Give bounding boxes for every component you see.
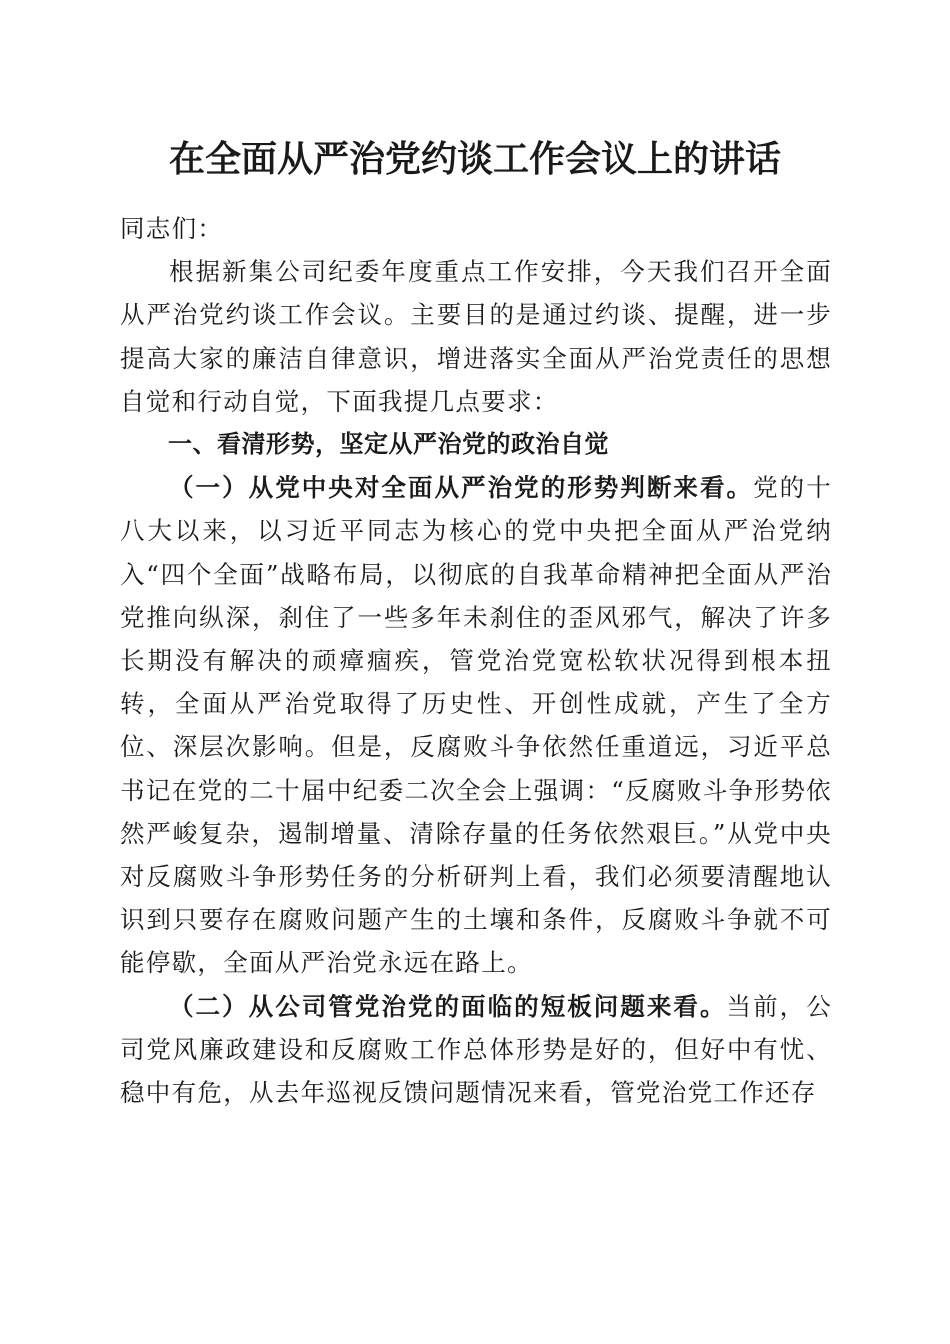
document-title: 在全面从严治党约谈工作会议上的讲话 [168, 138, 781, 180]
paragraph-2-body: 当前，公司党风廉政建设和反腐败工作总体形势是好的，但好中有忧、稳中有危，从去年巡视反馈问题情况来看，管党治党工作还存 [120, 991, 832, 1108]
paragraph-2-lead: （二）从公司管党治党的面临的短板问题来看。 [169, 991, 727, 1021]
paragraph-1-body: 党的十八大以来，以习近平同志为核心的党中央把全面从严治党纳入“四个全面”战略布局，以彻底的自我革命精神把全面从严治党推向纵深，刹住了一些多年未刹住的歪风邪气，解决了许多长期没有解决的顽瘴痼疾，管党治党宽松软状况得到根本扭转，全面从严治党取得了历史性、开创性成就，产生了全方位、深层次影响。但是，反腐败斗争依然任重道远，习近平总书记在党的二十届中纪委二次全会上强调：“反腐败斗争形势依然严峻复杂，遏制增量、清除存量的任务依然艰巨。”从党中央对反腐败斗争形势任务的分析研判上看，我们必须要清醒地认识到只要存在腐败问题产生的土壤和条件，反腐败斗争就不可能停歇，全面从严治党永远在路上。 [120, 473, 832, 978]
section-heading-1: 一、看清形势，坚定从严治党的政治自觉 [168, 430, 609, 459]
document-body [120, 207, 832, 1114]
paragraph-1 [120, 466, 832, 984]
intro-paragraph: 根据新集公司纪委年度重点工作安排，今天我们召开全面从严治党约谈工作会议。主要目的是通过约谈、提醒，进一步提高大家的廉洁自律意识，增进落实全面从严治党责任的思想自觉和行动自觉，下面我提几点要求： [120, 257, 832, 416]
salutation: 同志们： [120, 214, 224, 243]
paragraph-1-lead: （一）从党中央对全面从严治党的形势判断来看。 [169, 473, 754, 503]
paragraph-2 [120, 985, 832, 1115]
